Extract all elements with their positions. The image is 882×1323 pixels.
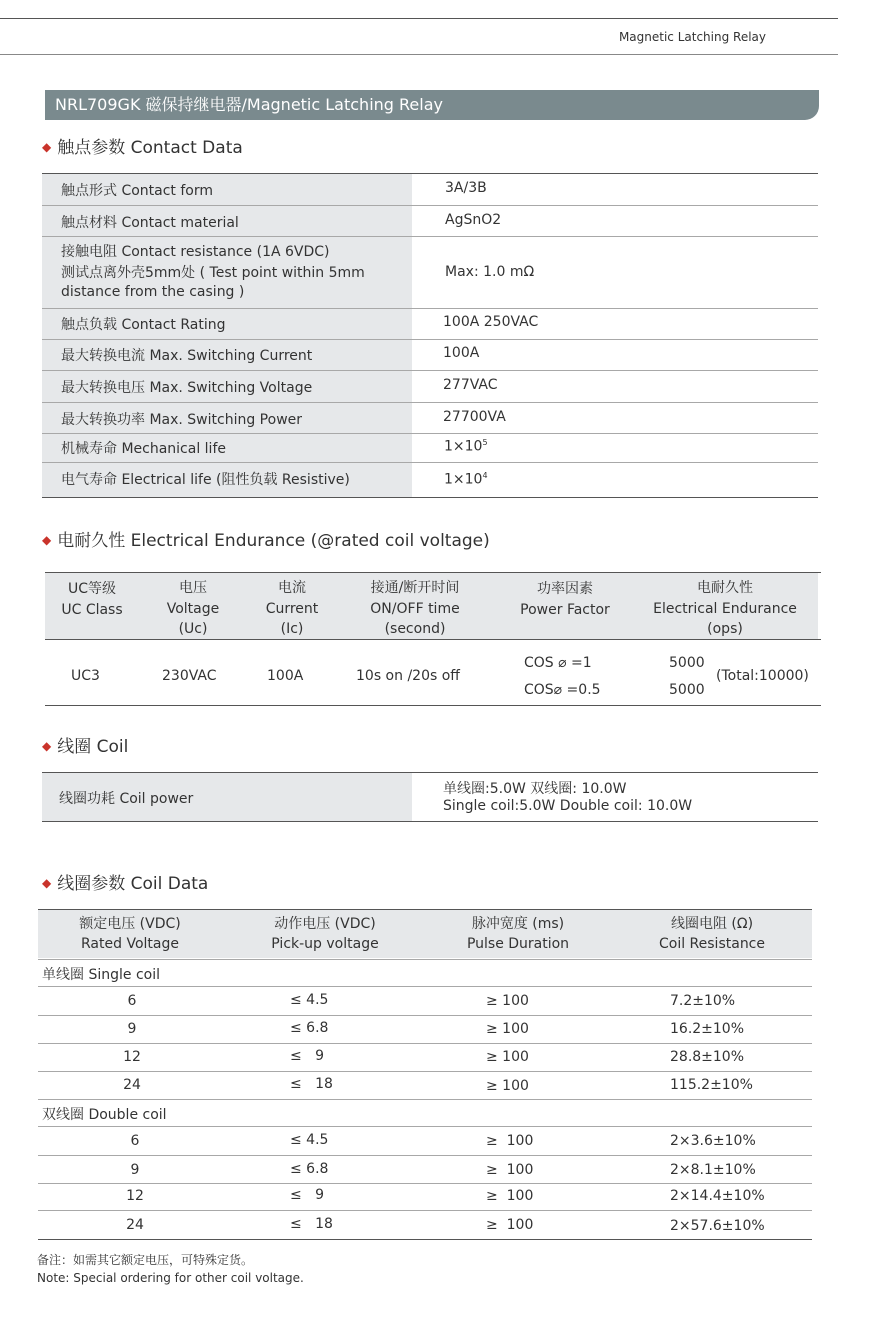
header-line: Pick-up voltage (271, 936, 379, 952)
diamond-bullet-icon: ◆ (42, 739, 52, 753)
rated-voltage: 6 (130, 1133, 140, 1149)
table-rule (45, 639, 821, 640)
endurance-header-voltage (152, 579, 234, 639)
contact-value: 27700VA (443, 409, 506, 425)
pulse-duration: ≥ 100 (486, 1162, 534, 1178)
header-line: Voltage (166, 601, 220, 617)
coil-section-title-text: 线圈 Coil (57, 737, 129, 757)
endurance-section-title (42, 526, 490, 551)
coil-resistance: 2×57.6±10% (670, 1218, 765, 1234)
contact-label: 最大转换电压 Max. Switching Voltage (61, 380, 313, 396)
header-line: 电耐久性 (697, 580, 753, 596)
table-rule (42, 308, 818, 309)
coil-resistance: 2×3.6±10% (670, 1133, 756, 1149)
table-rule (42, 205, 818, 206)
pickup-voltage: ≤ 18 (290, 1076, 333, 1092)
value-exponent: 5 (482, 438, 488, 447)
coil-data-section-title (42, 869, 208, 894)
table-rule (38, 1071, 812, 1072)
pickup-voltage: ≤ 4.5 (290, 992, 329, 1008)
endurance-header-current (252, 579, 332, 639)
table-rule (38, 986, 812, 987)
header-line: 接通/断开时间 (370, 580, 460, 596)
rated-voltage: 6 (127, 993, 137, 1009)
header-line: 额定电压 (VDC) (79, 916, 181, 932)
coil-resistance: 16.2±10% (670, 1021, 745, 1037)
table-rule (45, 705, 821, 706)
contact-label: 接触电阻 Contact resistance (1A 6VDC) (61, 244, 330, 260)
table-rule (42, 173, 818, 174)
pulse-duration: ≥ 100 (486, 1133, 534, 1149)
endurance-onoff: 10s on /20s off (356, 668, 460, 684)
header-line: Electrical Endurance (653, 601, 797, 617)
diamond-bullet-icon: ◆ (42, 876, 52, 890)
table-rule (42, 236, 818, 237)
contact-label: 触点材料 Contact material (61, 215, 239, 231)
pulse-duration: ≥ 100 (486, 1078, 529, 1094)
coil-power-value: 单线圈:5.0W 双线圈: 10.0W (443, 781, 627, 797)
rated-voltage: 12 (123, 1049, 141, 1065)
coil-resistance: 28.8±10% (670, 1049, 745, 1065)
pulse-duration: ≥ 100 (486, 1217, 534, 1233)
rated-voltage: 24 (123, 1077, 141, 1093)
header-line: ON/OFF time (370, 601, 460, 617)
header-line: (second) (384, 621, 446, 637)
table-rule (42, 339, 818, 340)
endurance-header-onoff (350, 579, 480, 639)
diamond-bullet-icon: ◆ (42, 140, 52, 154)
coil-resistance: 115.2±10% (670, 1077, 753, 1093)
header-line: UC等级 (67, 581, 117, 597)
coil-resistance: 2×8.1±10% (670, 1162, 756, 1178)
header-line: Rated Voltage (81, 936, 179, 952)
header-line: (Uc) (178, 621, 208, 637)
table-rule (38, 1043, 812, 1044)
endurance-uc: UC3 (71, 668, 100, 684)
header-title: Magnetic Latching Relay (618, 30, 766, 44)
table-rule (38, 959, 812, 960)
top-rule (0, 18, 838, 19)
endurance-header-pf (506, 579, 624, 621)
table-rule (38, 1210, 812, 1211)
coil-power-value: Single coil:5.0W Double coil: 10.0W (443, 798, 693, 814)
contact-label: distance from the casing ) (61, 284, 245, 300)
header-line: Pulse Duration (466, 936, 570, 952)
table-rule (38, 909, 812, 910)
contact-section-title-text: 触点参数 Contact Data (57, 138, 243, 158)
value-exponent: 4 (482, 471, 488, 480)
double-coil-label: 双线圈 Double coil (42, 1107, 167, 1123)
endurance-pf-1: COS ⌀ =1 (524, 655, 592, 671)
header-line: UC Class (61, 602, 123, 618)
contact-label: 最大转换电流 Max. Switching Current (61, 348, 313, 364)
header-line: 电压 (179, 580, 207, 596)
header-line: Power Factor (520, 602, 610, 618)
header-line: 脉冲宽度 (ms) (471, 916, 565, 932)
endurance-header-ops (640, 579, 810, 639)
table-rule (38, 1015, 812, 1016)
pickup-voltage: ≤ 9 (290, 1048, 324, 1064)
endurance-ops-1: 5000 (669, 655, 705, 671)
pulse-duration: ≥ 100 (486, 1021, 529, 1037)
table-rule (38, 1126, 812, 1127)
value-base: 1×10 (444, 471, 483, 488)
table-rule (42, 772, 818, 773)
coil-data-header-rated (40, 914, 220, 954)
header-line: (ops) (707, 621, 743, 637)
endurance-voltage: 230VAC (162, 668, 217, 684)
pickup-voltage: ≤ 9 (290, 1187, 324, 1203)
pulse-duration: ≥ 100 (486, 993, 529, 1009)
endurance-current: 100A (267, 668, 304, 684)
contact-value: 100A (443, 345, 480, 361)
coil-resistance: 2×14.4±10% (670, 1188, 765, 1204)
table-rule (42, 370, 818, 371)
table-rule (42, 433, 818, 434)
coil-resistance: 7.2±10% (670, 993, 736, 1009)
pickup-voltage: ≤ 6.8 (290, 1020, 329, 1036)
pickup-voltage: ≤ 18 (290, 1216, 333, 1232)
contact-label: 触点形式 Contact form (61, 183, 214, 199)
header-line: 线圈电阻 (Ω) (670, 916, 754, 932)
contact-value (444, 471, 488, 488)
table-rule (42, 821, 818, 822)
note-en: Note: Special ordering for other coil voltage. (37, 1271, 304, 1285)
product-banner: NRL709GK 磁保持继电器/Magnetic Latching Relay (45, 90, 819, 120)
rated-voltage: 9 (127, 1021, 137, 1037)
header-line: 动作电压 (VDC) (274, 916, 376, 932)
pulse-duration: ≥ 100 (486, 1188, 534, 1204)
contact-value: 3A/3B (445, 180, 487, 196)
header-line: Current (265, 601, 319, 617)
coil-data-header-pulse (428, 914, 608, 954)
note-cn: 备注：如需其它额定电压，可特殊定货。 (37, 1253, 254, 1267)
rated-voltage: 9 (130, 1162, 140, 1178)
coil-data-header-pickup (235, 914, 415, 954)
pickup-voltage: ≤ 6.8 (290, 1161, 329, 1177)
contact-value (444, 438, 488, 455)
contact-label: 最大转换功率 Max. Switching Power (61, 412, 303, 428)
header-line: (Ic) (280, 621, 304, 637)
endurance-total: (Total:10000) (716, 668, 809, 684)
contact-section-title (42, 133, 243, 158)
table-rule (45, 572, 821, 573)
coil-power-label: 线圈功耗 Coil power (59, 791, 194, 807)
contact-value: Max: 1.0 mΩ (445, 264, 535, 280)
pickup-voltage: ≤ 4.5 (290, 1132, 329, 1148)
endurance-ops-2: 5000 (669, 682, 705, 698)
contact-value: 277VAC (443, 377, 498, 393)
endurance-header-uc (47, 579, 137, 621)
table-rule (38, 1099, 812, 1100)
contact-label: 机械寿命 Mechanical life (61, 441, 226, 457)
rated-voltage: 24 (126, 1217, 144, 1233)
table-rule (42, 462, 818, 463)
endurance-pf-2: COS⌀ =0.5 (524, 682, 601, 698)
value-base: 1×10 (444, 438, 483, 455)
contact-value: AgSnO2 (445, 212, 502, 228)
coil-data-section-title-text: 线圈参数 Coil Data (57, 874, 209, 894)
table-rule (42, 497, 818, 498)
contact-value: 100A 250VAC (443, 314, 539, 330)
coil-section-title (42, 732, 128, 757)
header-line: 功率因素 (537, 581, 593, 597)
header-line: 电流 (278, 580, 306, 596)
table-rule (38, 1183, 812, 1184)
single-coil-label: 单线圈 Single coil (42, 967, 160, 983)
table-rule (42, 402, 818, 403)
rated-voltage: 12 (126, 1188, 144, 1204)
contact-label: 电气寿命 Electrical life (阻性负载 Resistive) (61, 472, 350, 488)
contact-label: 触点负载 Contact Rating (61, 317, 226, 333)
contact-label: 测试点离外壳5mm处 ( Test point within 5mm (61, 265, 365, 281)
coil-data-header-resistance (622, 914, 802, 954)
table-rule (38, 1155, 812, 1156)
diamond-bullet-icon: ◆ (42, 533, 52, 547)
header-line: Coil Resistance (658, 936, 765, 952)
header-rule (0, 54, 838, 55)
table-rule (38, 1239, 812, 1240)
endurance-section-title-text: 电耐久性 Electrical Endurance (@rated coil voltage) (57, 531, 490, 551)
pulse-duration: ≥ 100 (486, 1049, 529, 1065)
